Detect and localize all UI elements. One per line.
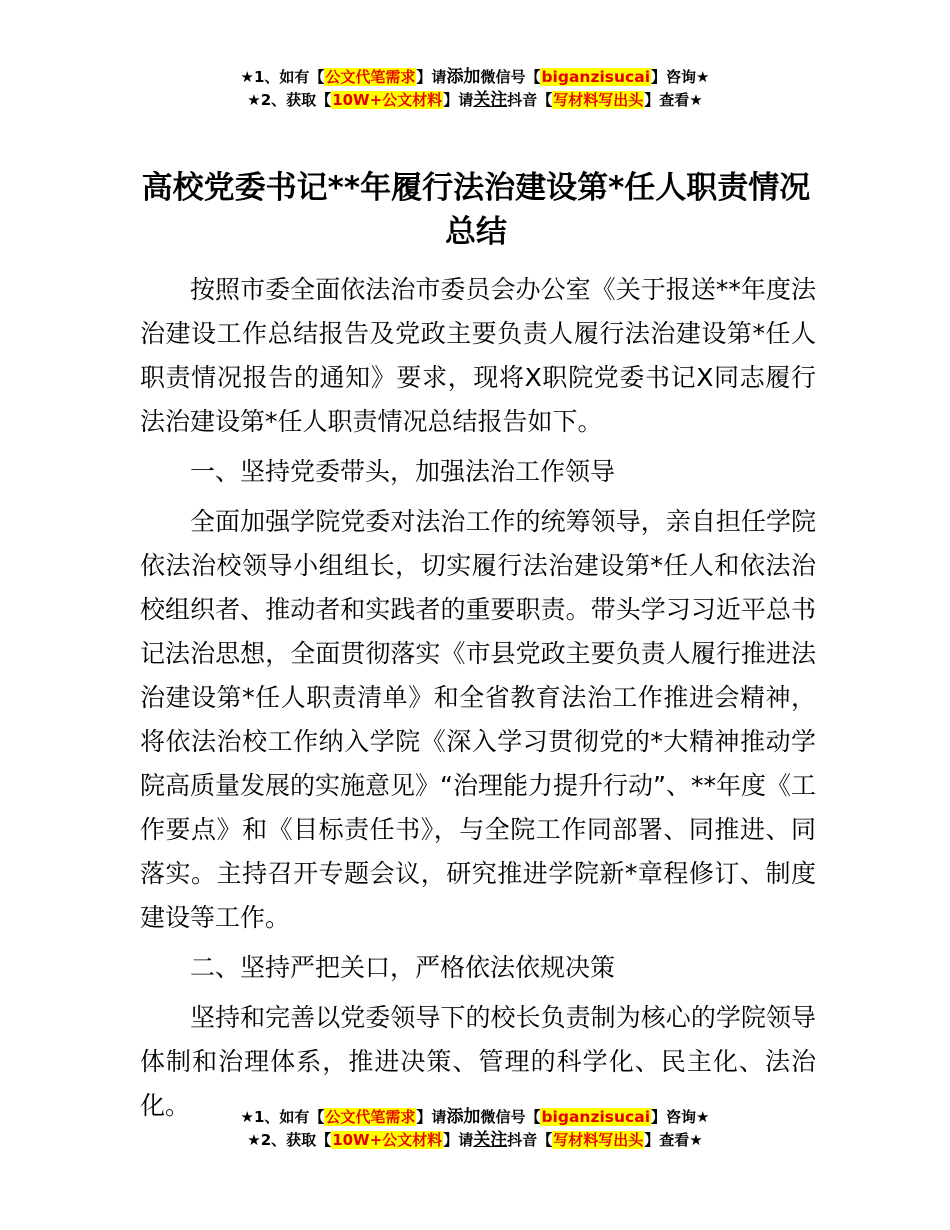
- footer-highlight-douyin: 写材料写出头: [553, 1131, 644, 1149]
- banner-line-2-suffix: 】查看★: [644, 91, 703, 109]
- footer-line-2-mid: 】请: [443, 1131, 474, 1149]
- footer-line-2-mid-rest: 抖音【: [507, 1131, 553, 1149]
- footer-highlight-wechat-id: biganzisucai: [541, 1108, 651, 1126]
- section-2-paragraph: 坚持和完善以党委领导下的校长负责制为核心的学院领导体制和治理体系，推进决策、管理的科学化、民主化、法治化。: [140, 1003, 816, 1120]
- banner-line-1: [0, 66, 950, 89]
- footer-line-2: [0, 1129, 950, 1152]
- banner-line-1-prefix: ★1、如有【: [240, 68, 325, 86]
- header-banner: [0, 66, 950, 112]
- footer-line-2-prefix: ★2、获取【: [247, 1131, 332, 1149]
- banner-highlight-douyin: 写材料写出头: [553, 91, 644, 109]
- footer-line-1-suffix: 】咨询★: [651, 1108, 710, 1126]
- banner-line-2-mid-big: 关注: [473, 90, 508, 110]
- section-2-heading: 二、坚持严把关口，严格依法依规决策: [190, 953, 616, 982]
- footer-line-2-mid-big: 关注: [473, 1130, 508, 1150]
- footer-line-1-mid: 】请: [416, 1108, 447, 1126]
- document-body: [140, 268, 816, 1134]
- footer-line-1-mid-big: 添加: [446, 1107, 481, 1127]
- section-1-paragraph: 全面加强学院党委对法治工作的统筹领导，亲自担任学院依法治校领导小组组长，切实履行法治建设第*任人和依法治校组织者、推动者和实践者的重要职责。带头学习习近平总书记法治思想，全面贯彻落实《市县党政主要负责人履行推进法治建设第*任人职责清单》和全省教育法治工作推进会精神，将依法治校工作纳入学院《深入学习贯彻党的*大精神推动学院高质量发展的实施意见》“治理能力提升行动”、**年度《工作要点》和《目标责任书》，与全院工作同部署、同推进、同落实。主持召开专题会议，研究推进学院新*章程修订、制度建设等工作。: [140, 507, 816, 932]
- banner-line-2-mid: 】请: [443, 91, 474, 109]
- footer-line-1-mid-rest: 微信号【: [480, 1108, 541, 1126]
- intro-paragraph: 按照市委全面依法治市委员会办公室《关于报送**年度法治建设工作总结报告及党政主要负责人履行法治建设第*任人职责情况报告的通知》要求，现将X职院党委书记X同志履行法治建设第*任人职责情况总结报告如下。: [140, 275, 816, 436]
- banner-highlight-wechat-id: biganzisucai: [541, 68, 651, 86]
- footer-line-1-prefix: ★1、如有【: [240, 1108, 325, 1126]
- section-1-heading: 一、坚持党委带头，加强法治工作领导: [190, 457, 616, 486]
- footer-highlight-materials: 10W+公文材料: [332, 1131, 443, 1149]
- banner-highlight-materials: 10W+公文材料: [332, 91, 443, 109]
- banner-highlight-service: 公文代笔需求: [325, 68, 416, 86]
- footer-line-1: [0, 1106, 950, 1129]
- banner-line-2-mid-rest: 抖音【: [507, 91, 553, 109]
- banner-line-1-mid-rest: 微信号【: [480, 68, 541, 86]
- footer-line-2-suffix: 】查看★: [644, 1131, 703, 1149]
- banner-line-1-mid-big: 添加: [446, 67, 481, 87]
- banner-line-2: [0, 89, 950, 112]
- footer-banner: [0, 1106, 950, 1152]
- banner-line-2-prefix: ★2、获取【: [247, 91, 332, 109]
- banner-line-1-mid: 】请: [416, 68, 447, 86]
- footer-highlight-service: 公文代笔需求: [325, 1108, 416, 1126]
- document-title: 高校党委书记**年履行法治建设第*任人职责情况总结: [141, 170, 811, 250]
- banner-line-1-suffix: 】咨询★: [651, 68, 710, 86]
